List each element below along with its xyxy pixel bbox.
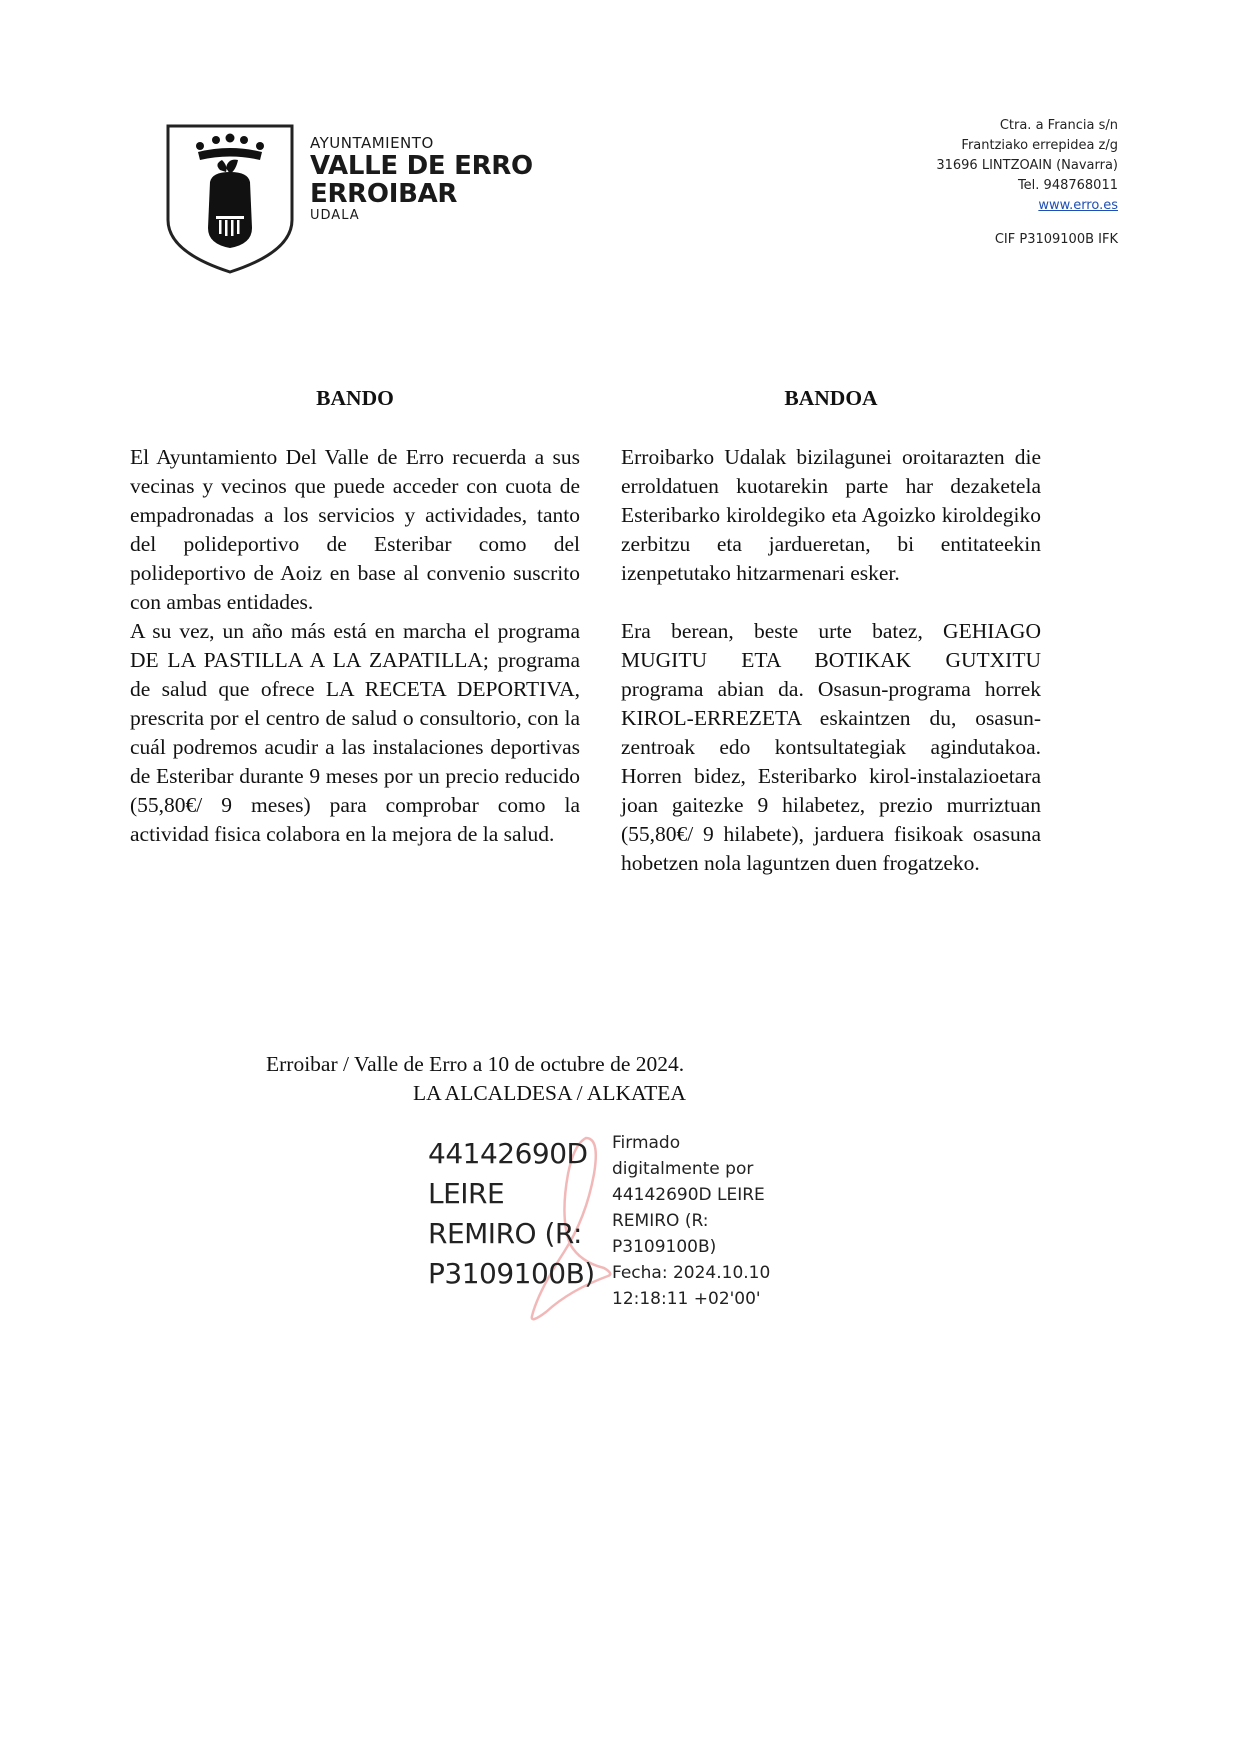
logo-wordmark (310, 134, 533, 224)
municipality-logo (164, 120, 534, 280)
logo-line-ayuntamiento: AYUNTAMIENTO (310, 134, 434, 152)
basque-paragraph-2: Era berean, beste urte batez, GEHIAGO MUGITU ETA BOTIKAK GUTXITU programa abian da. Osasun-programa horrek KIROL-ERREZETA eskaintzen du, osasun-zentroak edo kontsultategiak agindutakoa. Horren bidez, Esteribarko kirol-instalazioetara joan gaitezke 9 hilabetez, prezio murriztuan (55,80€/ 9 hilabete), jarduera fisikoak osasuna hobetzen nola laguntzen duen frogatzeko. (621, 619, 1041, 875)
address-line-3: 31696 LINTZOAIN (Navarra) (936, 158, 1118, 173)
website-link[interactable]: www.erro.es (1038, 198, 1118, 213)
signer-name (428, 1134, 595, 1294)
signature-detail-line-6: Fecha: 2024.10.10 (612, 1263, 771, 1283)
basque-column (621, 384, 1041, 878)
signature-detail-line-5: P3109100B) (612, 1237, 717, 1257)
column-title-bandoa: BANDOA (784, 386, 878, 410)
logo-line-valle-de-erro: VALLE DE ERRO (310, 151, 533, 181)
signature-detail-line-4: REMIRO (R: (612, 1211, 709, 1231)
signer-role: LA ALCALDESA / ALKATEA (413, 1081, 686, 1105)
signature-details (612, 1130, 770, 1312)
signature-detail-line-1: Firmado (612, 1133, 681, 1153)
basque-paragraph-1: Erroibarko Udalak bizilagunei oroitarazten die erroldatuen kuotarekin parte har dezaketela Esteribarko kiroldegiko eta Agoizko kiroldegiko zerbitzu eta jardueretan, bi entitateekin izenpetutako hitzarmenari esker. (621, 445, 1041, 585)
signer-name-line-1: 44142690D (428, 1137, 588, 1170)
signer-name-line-2: LEIRE (428, 1177, 505, 1210)
signer-name-line-3: REMIRO (R: (428, 1217, 582, 1250)
signature-detail-line-7: 12:18:11 +02'00' (612, 1289, 761, 1309)
signature-detail-line-3: 44142690D LEIRE (612, 1185, 765, 1205)
logo-line-udala: UDALA (310, 208, 360, 223)
signature-detail-line-2: digitalmente por (612, 1159, 754, 1179)
cif-number: CIF P3109100B IFK (994, 232, 1118, 247)
column-title-bando: BANDO (316, 386, 394, 410)
spanish-paragraph-1: El Ayuntamiento Del Valle de Erro recuerda a sus vecinas y vecinos que puede acceder con cuota de empadronadas a los servicios y actividades, tanto del polideportivo de Esteribar como del polideportivo de Aoiz en base al convenio suscrito con ambas entidades. (130, 445, 580, 614)
logo-line-erroibar: ERROIBAR (310, 179, 458, 209)
place-and-date: Erroibar / Valle de Erro a 10 de octubre de 2024. (266, 1052, 685, 1076)
spanish-column (130, 384, 580, 849)
phone-number: Tel. 948768011 (1017, 178, 1118, 193)
spanish-paragraph-2: A su vez, un año más está en marcha el programa DE LA PASTILLA A LA ZAPATILLA; programa de salud que ofrece LA RECETA DEPORTIVA, prescrita por el centro de salud o consultorio, con la cuál podremos acudir a las instalaciones deportivas de Esteribar durante 9 meses por un precio reducido (55,80€/ 9 meses) para comprobar como la actividad fisica colabora en la mejora de la salud. (130, 619, 580, 846)
knight-helmet-crown-shield-icon (164, 120, 296, 276)
digital-signature (428, 1134, 808, 1334)
contact-block (936, 116, 1118, 250)
signer-name-line-4: P3109100B) (428, 1257, 595, 1290)
address-line-1: Ctra. a Francia s/n (999, 118, 1118, 133)
address-line-2: Frantziako errepidea z/g (961, 138, 1118, 153)
